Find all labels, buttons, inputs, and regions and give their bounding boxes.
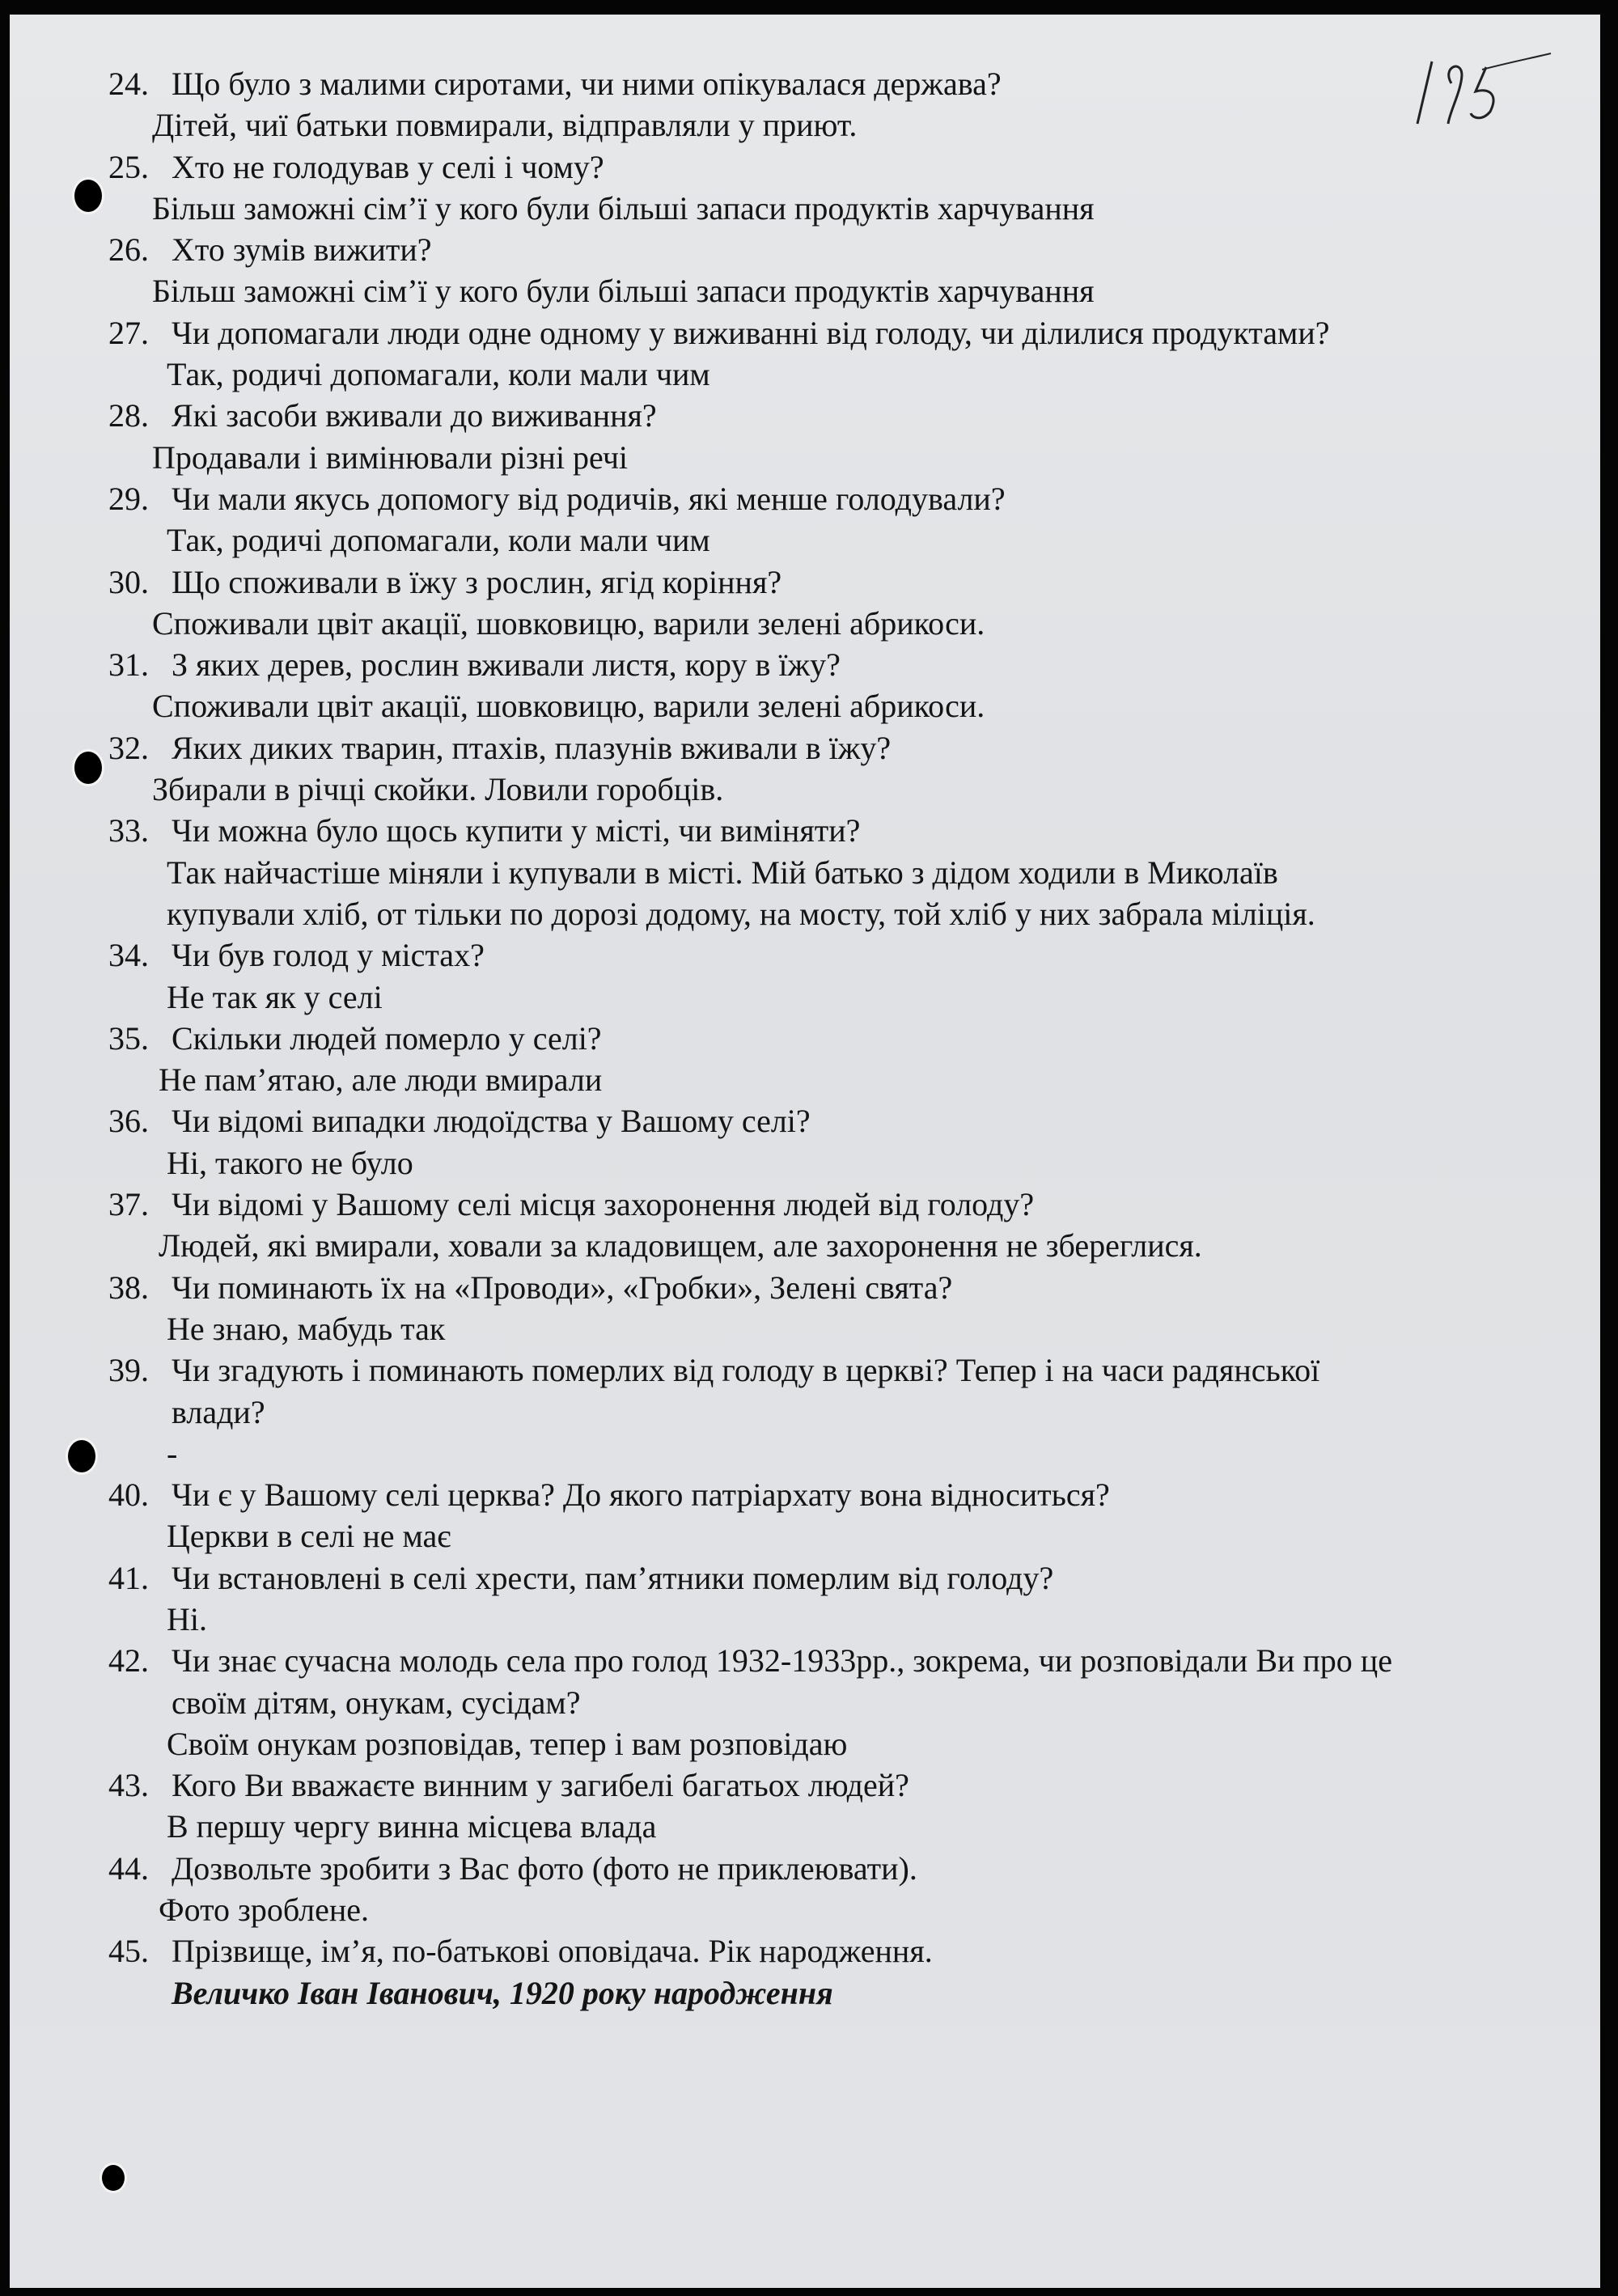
question-text: Що споживали в їжу з рослин, ягід коріння? — [172, 563, 782, 600]
question-line — [10, 1100, 1600, 1142]
answer-text: Споживали цвіт акації, шовковицю, варили зелені абрикоси. — [152, 688, 985, 725]
question-line — [10, 1392, 1600, 1433]
punch-hole — [74, 752, 102, 784]
question-text: Чи згадують і поминають померлих від голоду в церкві? Тепер і на часи радянської — [172, 1352, 1320, 1389]
question-text: Чи мали якусь допомогу від родичів, які менше голодували? — [172, 480, 1006, 517]
punch-hole — [74, 180, 102, 212]
question-text: Чи був голод у містах? — [172, 937, 485, 974]
question-text: Дозвольте зробити з Вас фото (фото не приклеювати). — [172, 1849, 917, 1887]
questionnaire — [10, 63, 1600, 2014]
answer-text: В першу чергу винна місцева влада — [167, 1808, 657, 1845]
question-line — [10, 229, 1600, 270]
answer-text: Людей, які вмирали, ховали за кладовищем, але захоронення не збереглися. — [159, 1227, 1202, 1264]
question-line — [10, 1184, 1600, 1225]
question-number: 39. — [108, 1352, 149, 1389]
question-line — [10, 1018, 1600, 1059]
punch-hole — [102, 2165, 125, 2191]
answer-text: - — [167, 1434, 178, 1472]
question-number: 41. — [108, 1559, 149, 1596]
question-line — [10, 395, 1600, 436]
answer-text: Так найчастіше міняли і купували в місті. Мій батько з дідом ходили в Миколаїв — [167, 854, 1278, 891]
question-number: 45. — [108, 1933, 149, 1970]
question-number: 34. — [108, 937, 149, 974]
question-line — [10, 934, 1600, 976]
question-line — [10, 1640, 1600, 1681]
question-line — [10, 561, 1600, 603]
question-text: Чи є у Вашому селі церква? До якого патріархату вона відноситься? — [172, 1476, 1110, 1514]
question-line — [10, 810, 1600, 851]
answer-text: Так, родичі допомагали, коли мали чим — [167, 356, 710, 393]
question-line — [10, 1682, 1600, 1723]
question-text: Які засоби вживали до виживання? — [172, 397, 657, 434]
question-line — [10, 1764, 1600, 1806]
question-number: 35. — [108, 1019, 149, 1057]
question-text: Кого Ви вважаєте винним у загибелі багатьох людей? — [172, 1767, 909, 1804]
question-text: Чи знає сучасна молодь села про голод 1932-1933рр., зокрема, чи розповідали Ви про це — [172, 1642, 1392, 1680]
question-number: 30. — [108, 563, 149, 600]
question-text: Що було з малими сиротами, чи ними опікувалася держава? — [172, 66, 1002, 102]
question-line — [10, 146, 1600, 188]
question-number: 27. — [108, 314, 149, 351]
question-number: 40. — [108, 1476, 149, 1514]
question-number: 42. — [108, 1642, 149, 1680]
question-number: 43. — [108, 1767, 149, 1804]
question-number: 32. — [108, 729, 149, 766]
question-text: Прізвище, ім’я, по-батькові оповідача. Рік народження. — [172, 1933, 933, 1970]
answer-text: Споживали цвіт акації, шовковицю, варили зелені абрикоси. — [152, 604, 985, 642]
answer-text: Ні, такого не було — [167, 1144, 413, 1181]
answer-text: Збирали в річці скойки. Ловили горобців. — [152, 771, 724, 808]
question-line — [10, 727, 1600, 769]
question-text: Хто зумів вижити? — [172, 231, 432, 269]
question-text: З яких дерев, рослин вживали листя, кору в їжу? — [172, 646, 841, 684]
question-number: 28. — [108, 397, 149, 434]
answer-text: Так, родичі допомагали, коли мали чим — [167, 522, 710, 559]
punch-hole — [68, 1440, 95, 1472]
question-number: 24. — [108, 66, 149, 102]
question-text: Чи відомі у Вашому селі місця захоронення людей від голоду? — [172, 1186, 1035, 1223]
question-line — [10, 1349, 1600, 1391]
question-text: Чи відомі випадки людоїдства у Вашому селі? — [172, 1103, 811, 1140]
answer-text: Не знаю, мабудь так — [167, 1310, 446, 1347]
question-text: Чи встановлені в селі хрести, пам’ятники померлим від голоду? — [172, 1559, 1054, 1596]
question-line — [10, 1267, 1600, 1308]
question-text: Чи можна було щось купити у місті, чи виміняти? — [172, 812, 861, 849]
question-number: 31. — [108, 646, 149, 684]
question-line — [10, 478, 1600, 519]
question-number: 44. — [108, 1849, 149, 1887]
question-number: 36. — [108, 1103, 149, 1140]
answer-text: Ні. — [167, 1600, 207, 1637]
question-number: 38. — [108, 1269, 149, 1306]
question-number: 26. — [108, 231, 149, 269]
answer-text: Більш заможні сім’ї у кого були більші запаси продуктів харчування — [152, 273, 1095, 310]
answer-text: Дітей, чиї батьки повмирали, відправляли у приют. — [152, 107, 858, 144]
question-line — [10, 1930, 1600, 1972]
question-text: Хто не голодував у селі і чому? — [172, 148, 604, 185]
question-number: 37. — [108, 1186, 149, 1223]
question-line — [10, 644, 1600, 685]
document-page — [10, 15, 1600, 2288]
question-number: 25. — [108, 148, 149, 185]
answer-text: Фото зроблене. — [159, 1891, 370, 1929]
question-text: своїм дітям, онукам, сусідам? — [172, 1684, 581, 1721]
answer-text: Величко Іван Іванович, 1920 року народження — [172, 1974, 833, 2011]
question-number: 33. — [108, 812, 149, 849]
answer-text: Не так як у селі — [167, 978, 383, 1015]
answer-text: Не пам’ятаю, але люди вмирали — [159, 1061, 603, 1099]
question-number: 29. — [108, 480, 149, 517]
question-text: Чи допомагали люди одне одному у виживанні від голоду, чи ділилися продуктами? — [172, 314, 1330, 351]
answer-text: Своїм онукам розповідав, тепер і вам розповідаю — [167, 1725, 848, 1762]
answer-text: Церкви в селі не має — [167, 1518, 451, 1555]
question-line — [10, 1557, 1600, 1599]
question-line — [10, 63, 1600, 104]
question-text: Яких диких тварин, птахів, плазунів вживали в їжу? — [172, 729, 892, 766]
question-line — [10, 1474, 1600, 1515]
answer-text: Більш заможні сім’ї у кого були більші запаси продуктів харчування — [152, 189, 1095, 227]
question-line — [10, 1848, 1600, 1889]
question-text: Чи поминають їх на «Проводи», «Гробки», Зелені свята? — [172, 1269, 953, 1306]
question-text: Скільки людей померло у селі? — [172, 1019, 602, 1057]
question-text: влади? — [172, 1393, 265, 1430]
answer-text: купували хліб, от тільки по дорозі додому, на мосту, той хліб у них забрала міліція. — [167, 895, 1315, 932]
question-line — [10, 312, 1600, 354]
answer-text: Продавали і вимінювали різні речі — [152, 438, 629, 476]
